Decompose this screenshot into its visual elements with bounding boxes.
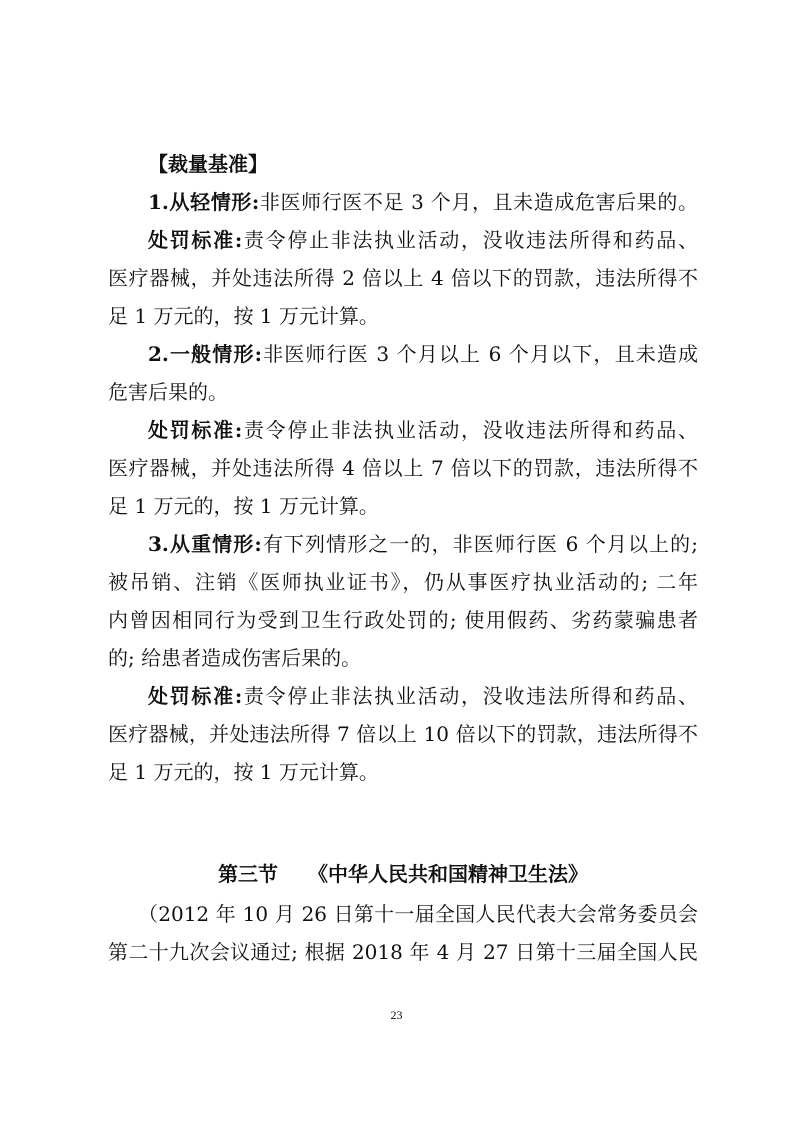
heavy-text-4: 的; 给患者造成伤害后果的。 xyxy=(108,646,362,670)
heavy-penalty-text-2: 医疗器械，并处违法所得 7 倍以上 10 倍以下的罚款，违法所得不 xyxy=(108,722,698,746)
heavy-text-2: 被吊销、注销《医师执业证书》，仍从事医疗执业活动的; 二年 xyxy=(108,570,698,594)
general-text-2: 危害后果的。 xyxy=(108,380,228,404)
light-text: 非医师行医不足 3 个月，且未造成危害后果的。 xyxy=(259,190,698,214)
general-penalty-text-3: 足 1 万元的，按 1 万元计算。 xyxy=(108,494,379,518)
light-penalty-label: 处罚标准: xyxy=(148,228,243,252)
heavy-penalty-text-3: 足 1 万元的，按 1 万元计算。 xyxy=(108,760,379,784)
light-circumstance xyxy=(108,183,698,221)
section-title xyxy=(108,855,698,893)
heavy-penalty-label: 处罚标准: xyxy=(148,684,243,708)
general-penalty-line xyxy=(108,411,698,449)
general-penalty-label: 处罚标准: xyxy=(148,418,243,442)
general-penalty-text-1: 责令停止非法执业活动，没收违法所得和药品、 xyxy=(242,418,698,442)
heavy-text-1: 有下列情形之一的，非医师行医 6 个月以上的; xyxy=(261,532,698,556)
general-penalty-text-2: 医疗器械，并处违法所得 4 倍以上 7 倍以下的罚款，违法所得不 xyxy=(108,456,698,480)
light-penalty-line xyxy=(108,221,698,259)
heavy-penalty-text-1: 责令停止非法执业活动，没收违法所得和药品、 xyxy=(242,684,698,708)
heavy-label: 3.从重情形: xyxy=(148,532,262,556)
light-label: 1.从轻情形: xyxy=(148,190,260,214)
document-body xyxy=(108,145,698,964)
light-penalty-text-2: 医疗器械，并处违法所得 2 倍以上 4 倍以下的罚款，违法所得不 xyxy=(108,266,698,290)
general-circumstance xyxy=(108,335,698,373)
heavy-circumstance xyxy=(108,525,698,563)
page-number: 23 xyxy=(390,1008,403,1022)
section-intro-line-1: （2012 年 10 月 26 日第十一届全国人民代表大会常务委员会 xyxy=(138,902,698,926)
general-label: 2.一般情形: xyxy=(148,342,262,366)
discretion-heading: 【裁量基准】 xyxy=(148,152,268,176)
light-penalty-text-3: 足 1 万元的，按 1 万元计算。 xyxy=(108,304,379,328)
section-number: 第三节 xyxy=(218,862,278,886)
heavy-penalty-line xyxy=(108,677,698,715)
light-penalty-text-1: 责令停止非法执业活动，没收违法所得和药品、 xyxy=(242,228,698,252)
heavy-text-3: 内曾因相同行为受到卫生行政处罚的; 使用假药、劣药蒙骗患者 xyxy=(108,608,698,632)
section-intro xyxy=(108,895,698,971)
section-intro-line-2: 第二十九次会议通过; 根据 2018 年 4 月 27 日第十三届全国人民 xyxy=(108,940,698,964)
section-law-title: 《中华人民共和国精神卫生法》 xyxy=(308,862,588,886)
general-text-1: 非医师行医 3 个月以上 6 个月以下，且未造成 xyxy=(261,342,698,366)
